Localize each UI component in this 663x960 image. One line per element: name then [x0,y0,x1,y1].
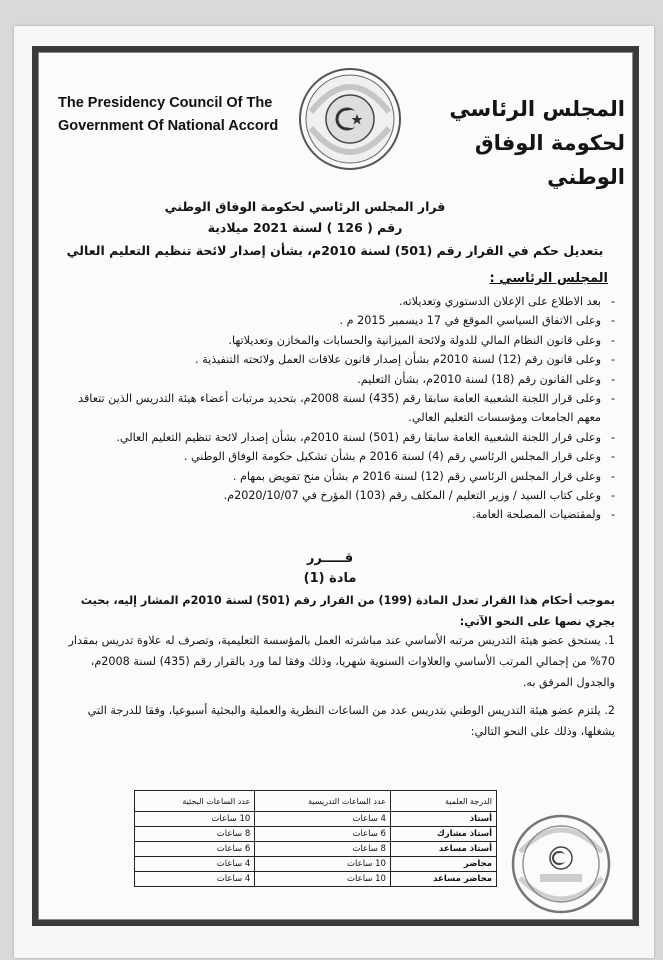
article-clause-1: 1. يستحق عضو هيئة التدريس مرتبه الأساسي عند مباشرته العمل بالمؤسسة التعليمية، وتصرف له علاوة تدريس بمقدار 70% من إجمالي المرتب الأساسي والعلاوات السنوية شهريا، وذلك وفقا لما ورد بالقرار رقم (435) لسنة 2008م، والجدول المرفق به. [68,634,615,689]
article-intro: بموجب أحكام هذا القرار تعدل المادة (199) من القرار رقم (501) لسنة 2010م المشار إليه، بحيث يجري نصها على النحو الآتي: [80,594,615,628]
preamble-item: - ولمقتضيات المصلحة العامة. [55,505,615,524]
table-row [135,842,497,857]
english-header-line1: The Presidency Council Of The [58,95,273,111]
government-emblem-seal [297,64,403,174]
preamble-item: - وعلى القانون رقم (18) لسنة 2010م، بشأن التعليم. [55,370,615,389]
arabic-header [415,92,625,194]
arabic-header-line2: لحكومة الوفاق الوطني [474,131,625,189]
table-cell: 8 ساعات [135,827,255,842]
article-label: مادة (1) [303,571,357,586]
header-research-hours: عدد الساعات البحثية [135,791,255,812]
decision-heading [240,549,420,589]
table-cell: أستاذ مساعد [390,842,496,857]
english-header [58,92,298,138]
preamble-item: - وعلى قرار المجلس الرئاسي رقم (12) لسنة 2016 م بشأن منح تفويض بمهام . [55,467,615,486]
table-header-row [135,791,497,812]
preamble-item: - وعلى قرار المجلس الرئاسي رقم (4) لسنة 2016 م بشأن تشكيل حكومة الوفاق الوطني . [55,447,615,466]
preamble-item: - وعلى قرار اللجنة الشعبية العامة سابقا رقم (435) لسنة 2008م، بتحديد مرتبات أعضاء هيئة التدريس الذين تتعاقد معهم الجامعات ومؤسسات التعليم العالي. [55,389,615,428]
english-header-line2: Government Of National Accord [58,118,279,134]
preamble-item: - بعد الاطلاع على الإعلان الدستوري وتعديلاته. [55,292,615,311]
decision-number: رقم ( 126 ) لسنة 2021 ميلادية [207,220,403,235]
table-row [135,812,497,827]
table-cell: 8 ساعات [255,842,391,857]
header-teaching-hours: عدد الساعات التدريسية [255,791,391,812]
table-row [135,827,497,842]
table-cell: محاضر [390,857,496,872]
official-stamp [510,812,612,916]
decision-subject: بتعديل حكم في القرار رقم (501) لسنة 2010م، بشأن إصدار لائحة تنظيم التعليم العالي [66,243,604,258]
teaching-hours-table [134,790,497,887]
decision-title [70,196,540,238]
decision-issuer: قرار المجلس الرئاسي لحكومة الوفاق الوطني [164,199,446,214]
table-cell: 10 ساعات [135,812,255,827]
table-cell: أستاذ مشارك [390,827,496,842]
preamble-item: - وعلى قانون النظام المالي للدولة ولائحة الميزانية والحسابات والمخازن وتعديلاتها. [55,331,615,350]
preamble-item: - وعلى قرار اللجنة الشعبية العامة سابقا رقم (501) لسنة 2010م، بشأن إصدار لائحة تنظيم التعليم العالي. [55,428,615,447]
table-cell: محاضر مساعد [390,872,496,887]
table-cell: 6 ساعات [255,827,391,842]
council-label: المجلس الرئاسي : [489,271,608,286]
table-cell: 10 ساعات [255,872,391,887]
arabic-header-line1: المجلس الرئاسي [449,97,625,121]
preamble-item: - وعلى الاتفاق السياسي الموقع في 17 ديسمبر 2015 م . [55,311,615,330]
table-cell: 4 ساعات [135,872,255,887]
table-row [135,872,497,887]
header-degree: الدرجة العلمية [390,791,496,812]
preamble-item: - وعلى كتاب السيد / وزير التعليم / المكلف رقم (103) المؤرخ في 2020/10/07م. [55,486,615,505]
article-clause-2: 2. يلتزم عضو هيئة التدريس الوطني بتدريس عدد من الساعات النظرية والعملية والبحثية أسبوعيا، وفقا للدرجة التي يشغلها، وذلك على النحو التالي: [87,704,615,738]
preamble-item: - وعلى قانون رقم (12) لسنة 2010م بشأن إصدار قانون علاقات العمل ولائحته التنفيذية . [55,350,615,369]
table-row [135,857,497,872]
preamble-list [55,292,615,525]
decided-label: قـــــرر [306,551,354,566]
table-cell: 4 ساعات [135,857,255,872]
table-cell: 6 ساعات [135,842,255,857]
table-cell: 10 ساعات [255,857,391,872]
table-cell: 4 ساعات [255,812,391,827]
table-cell: أستاذ [390,812,496,827]
